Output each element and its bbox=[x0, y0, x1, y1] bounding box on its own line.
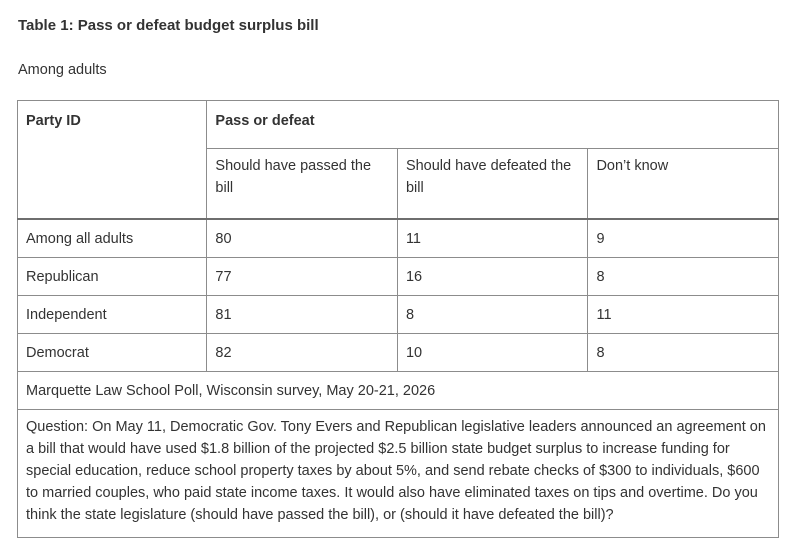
table-title: Table 1: Pass or defeat budget surplus bill bbox=[18, 17, 319, 34]
column-header-defeated: Should have defeated the bill bbox=[397, 149, 588, 220]
poll-table bbox=[17, 100, 779, 538]
table-row bbox=[18, 258, 779, 296]
cell-defeated: 8 bbox=[397, 296, 588, 334]
source-note: Marquette Law School Poll, Wisconsin survey, May 20-21, 2026 bbox=[18, 372, 779, 410]
cell-defeated: 11 bbox=[397, 219, 588, 258]
cell-passed: 77 bbox=[207, 258, 398, 296]
party-id-header: Party ID bbox=[18, 101, 207, 220]
column-header-passed: Should have passed the bill bbox=[207, 149, 398, 220]
cell-defeated: 10 bbox=[397, 334, 588, 372]
cell-dont-know: 8 bbox=[588, 334, 779, 372]
table-row bbox=[18, 296, 779, 334]
table-row bbox=[18, 334, 779, 372]
cell-passed: 81 bbox=[207, 296, 398, 334]
question-row bbox=[18, 410, 779, 538]
cell-passed: 80 bbox=[207, 219, 398, 258]
row-label: Independent bbox=[18, 296, 207, 334]
cell-dont-know: 11 bbox=[588, 296, 779, 334]
table-row bbox=[18, 219, 779, 258]
row-label: Republican bbox=[18, 258, 207, 296]
table-subtitle: Among adults bbox=[18, 62, 107, 78]
pass-or-defeat-header: Pass or defeat bbox=[207, 101, 779, 149]
header-row-group bbox=[18, 101, 779, 149]
question-text: Question: On May 11, Democratic Gov. Tony Evers and Republican legislative leaders announced an agreement on a bill that would have used $1.8 billion of the projected $2.5 billion state budget surplus to increase funding for special education, reduce school property taxes by about 5%, and send rebate checks of $300 to individuals, $600 to married couples, who paid state income taxes. It would also have eliminated taxes on tips and overtime. Do you think the state legislature (should have passed the bill), or (should it have defeated the bill)? bbox=[18, 410, 779, 538]
cell-dont-know: 9 bbox=[588, 219, 779, 258]
cell-dont-know: 8 bbox=[588, 258, 779, 296]
column-header-dont-know: Don’t know bbox=[588, 149, 779, 220]
row-label: Democrat bbox=[18, 334, 207, 372]
cell-defeated: 16 bbox=[397, 258, 588, 296]
row-label: Among all adults bbox=[18, 219, 207, 258]
cell-passed: 82 bbox=[207, 334, 398, 372]
source-row bbox=[18, 372, 779, 410]
